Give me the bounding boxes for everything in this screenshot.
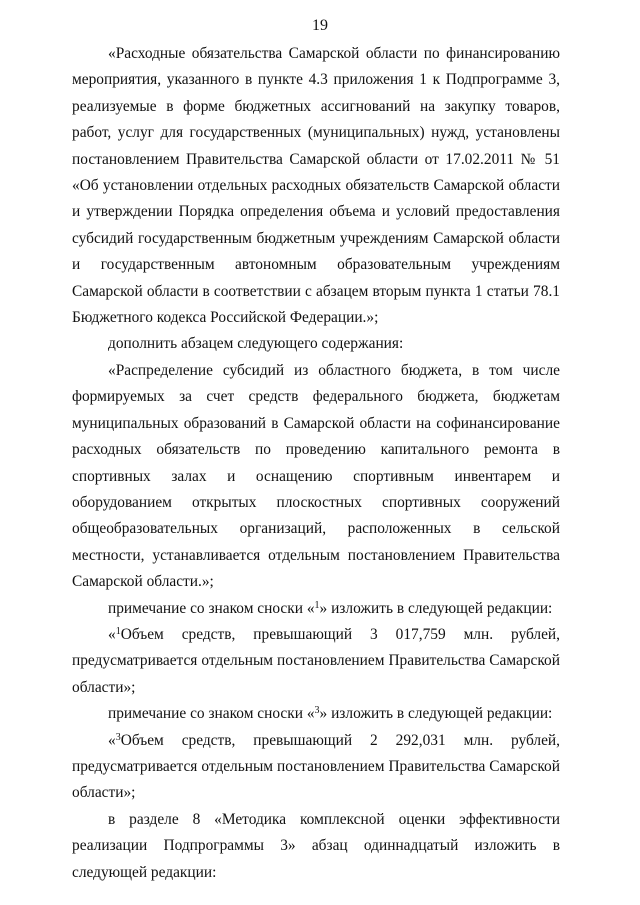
text-segment: « (108, 625, 116, 643)
paragraph-footnote-3-text (72, 728, 560, 807)
paragraph-expense-obligations: «Расходные обязательства Самарской области по финансированию мероприятия, указанного в пункте 4.3 приложения 1 к Подпрограмме 3, реализуемые в форме бюджетных ассигнований на закупку товаров, работ, услуг для государственных (муниципальных) нужд, установлены постановлением Правительства Самарской области от 17.02.2011 № 51 «Об установлении отдельных расходных обязательств Самарской области и утверждении Порядка определения объема и условий предоставления субсидий государственным бюджетным учреждениям Самарской области и государственным автономным образовательным учреждениям Самарской области в соответствии с абзацем вторым пункта 1 статьи 78.1 Бюджетного кодекса Российской Федерации.»; (72, 45, 560, 327)
paragraph-footnote-1-text (72, 622, 560, 701)
text-segment: Объем средств, превышающий 2 292,031 млн. рублей, предусматривается отдельным постановлением Правительства Самарской области»; (72, 731, 560, 802)
document-body (72, 41, 560, 886)
paragraph-add-clause: дополнить абзацем следующего содержания: (108, 335, 404, 353)
page-number: 19 (312, 17, 328, 34)
text-segment: « (108, 731, 116, 749)
text-segment: » изложить в следующей редакции: (319, 599, 553, 617)
text-segment: примечание со знаком сноски « (108, 599, 315, 617)
text-segment: Объем средств, превышающий 3 017,759 млн. рублей, предусматривается отдельным постановлением Правительства Самарской области»; (72, 625, 560, 696)
footnote-mark: 1 (115, 625, 121, 637)
text-segment: примечание со знаком сноски « (108, 705, 315, 723)
text-segment: » изложить в следующей редакции: (319, 705, 553, 723)
footnote-mark: 1 (314, 599, 320, 611)
paragraph-subsidy-distribution: «Распределение субсидий из областного бюджета, в том числе формируемых за счет средств федерального бюджета, бюджетам муниципальных образований в Самарской области на софинансирование расходных обязательств по проведению капитального ремонта в спортивных залах и оснащению спортивным инвентарем и оборудованием открытых плоскостных спортивных сооружений общеобразовательных организаций, расположенных в сельской местности, устанавливается отдельным постановлением Правительства Самарской области.»; (72, 361, 560, 591)
footnote-mark: 3 (115, 731, 121, 743)
paragraph-footnote-1-instruction (72, 596, 560, 622)
paragraph-footnote-3-instruction (72, 701, 560, 727)
footnote-mark: 3 (314, 705, 320, 717)
paragraph-section-8-instruction: в разделе 8 «Методика комплексной оценки эффективности реализации Подпрограммы 3» абзац одиннадцатый изложить в следующей редакции: (72, 810, 560, 881)
